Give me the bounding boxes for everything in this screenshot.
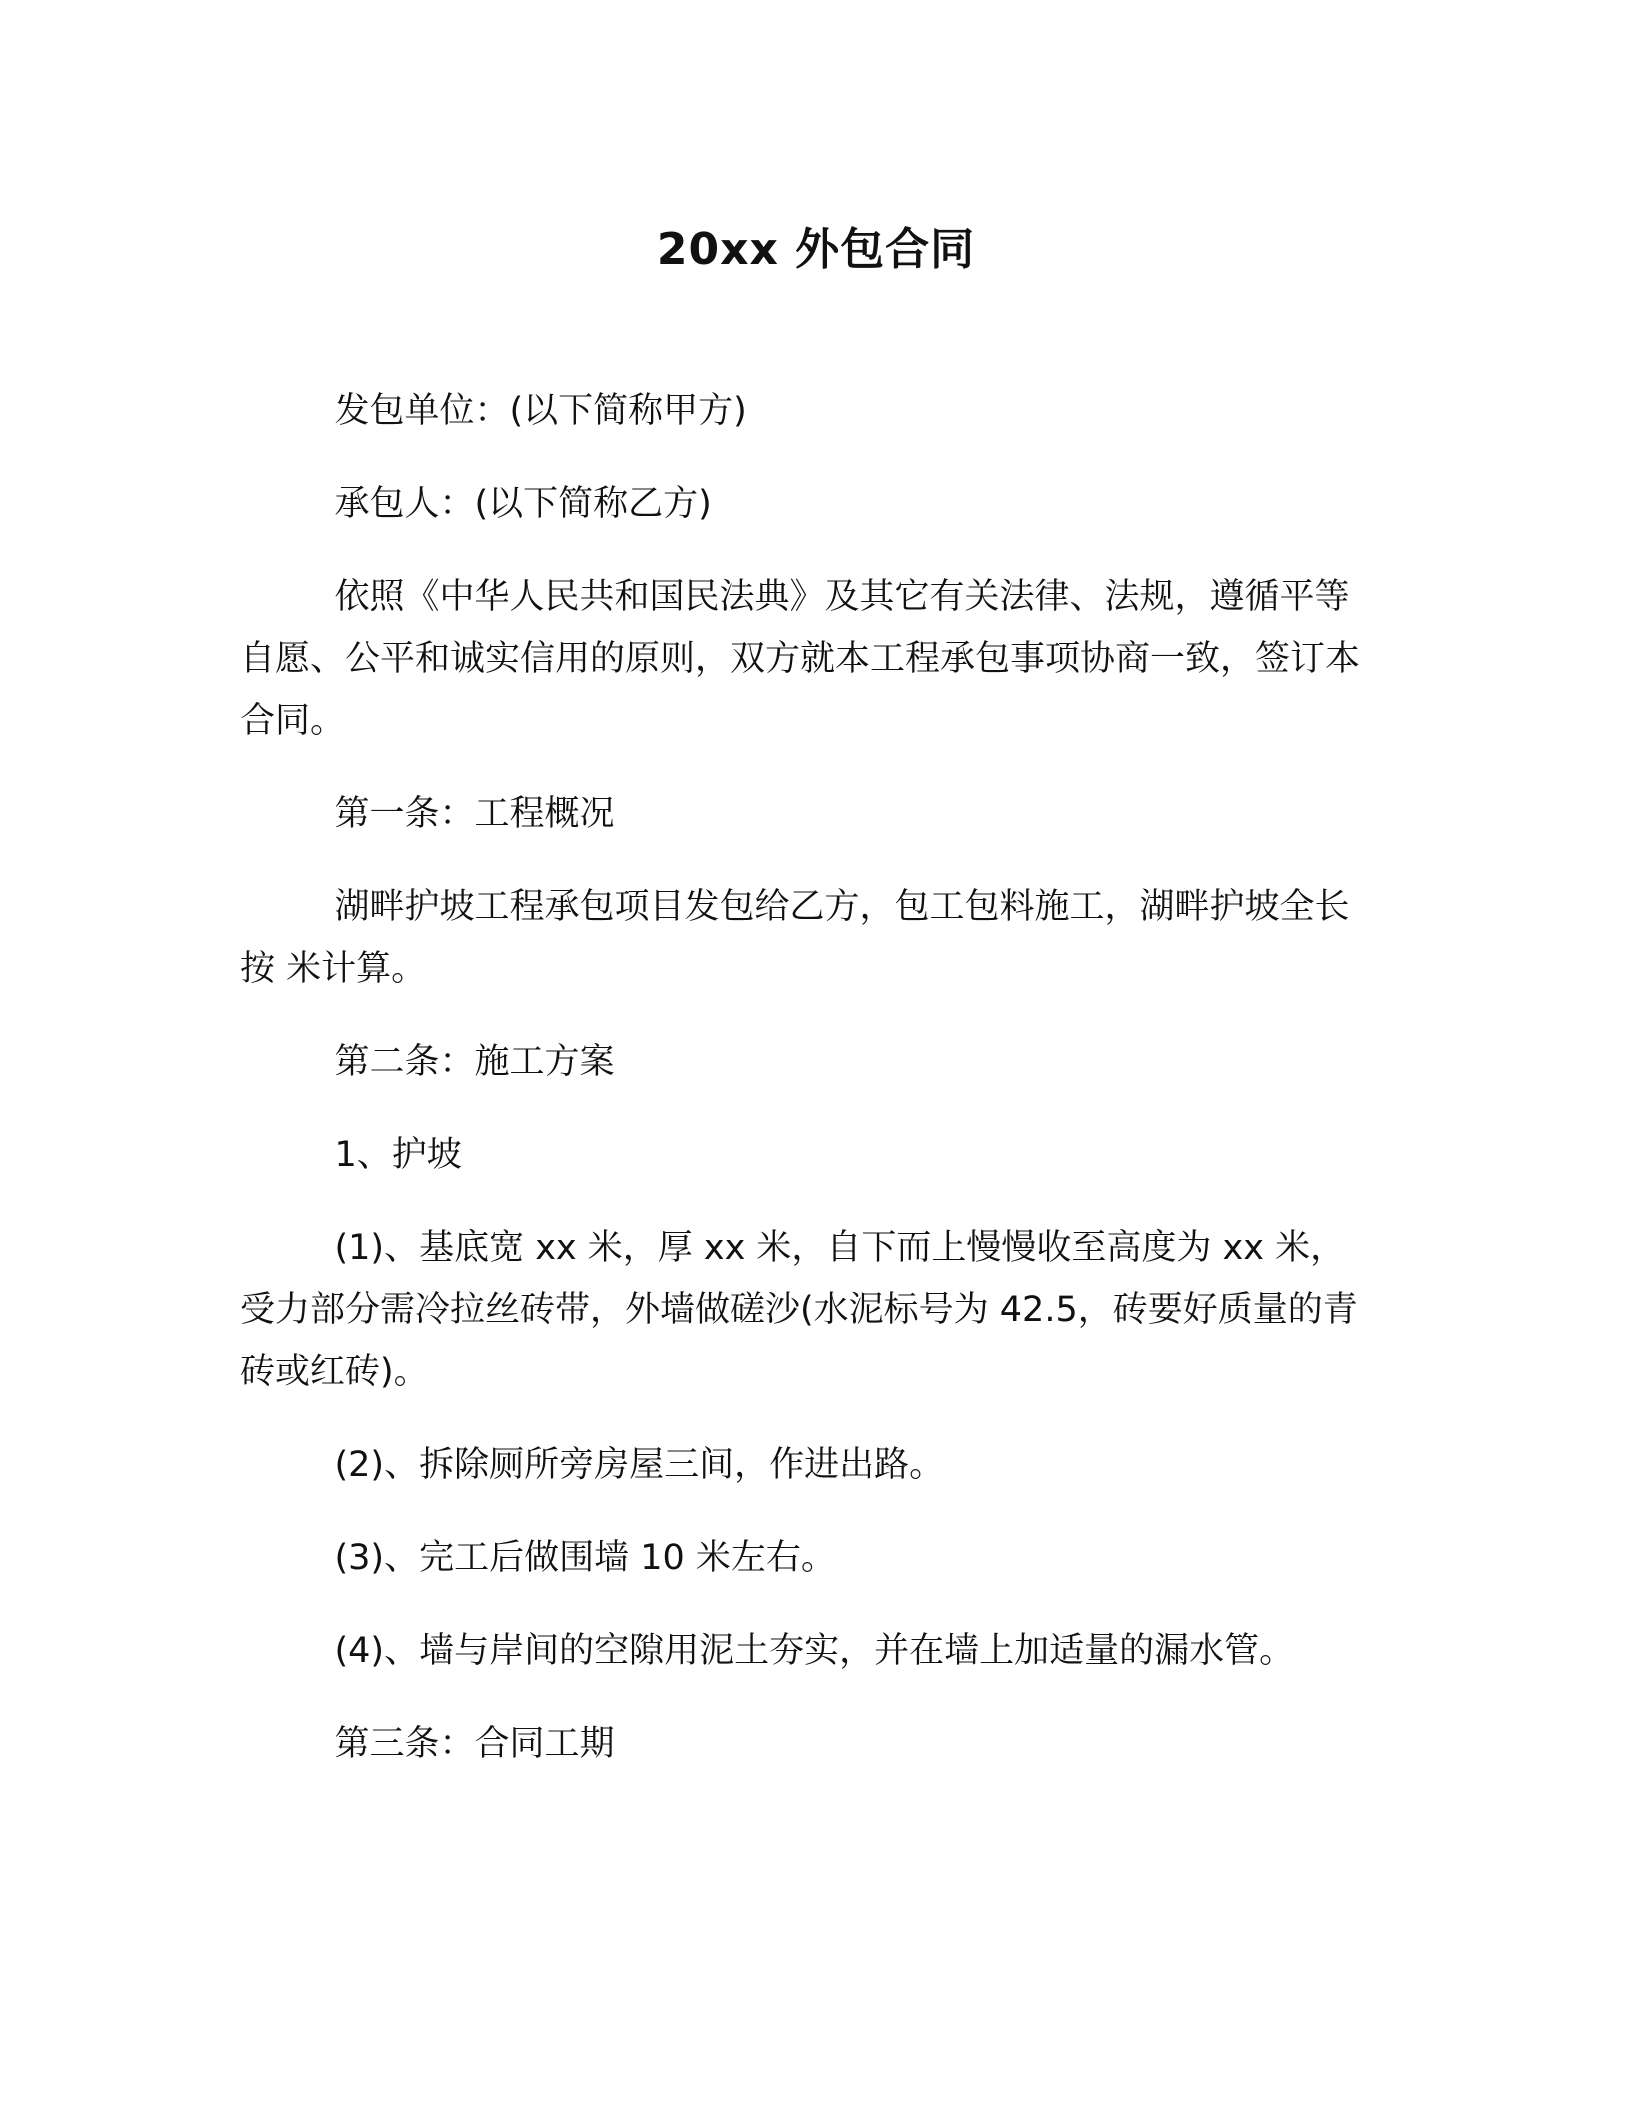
clause-3-paragraph: (3)、完工后做围墙 10 米左右。 xyxy=(334,1538,836,1578)
article-2-heading: 第二条：施工方案 xyxy=(334,1042,615,1082)
legal-basis-paragraph: 依照《中华人民共和国民法典》及其它有关法律、法规，遵循平等自愿、公平和诚实信用的原则，双方就本工程承包事项协商一致，签订本合同。 xyxy=(240,577,1361,741)
document-body xyxy=(240,380,1380,1806)
clause-2-paragraph: (2)、拆除厕所旁房屋三间，作进出路。 xyxy=(334,1445,945,1485)
document-title: 20xx 外包合同 xyxy=(656,224,976,275)
project-overview-paragraph: 湖畔护坡工程承包项目发包给乙方，包工包料施工，湖畔护坡全长按 米计算。 xyxy=(240,887,1350,989)
article-3-heading: 第三条：合同工期 xyxy=(334,1724,615,1764)
employer-line: 发包单位：(以下简称甲方) xyxy=(334,391,747,431)
section-slope-heading: 1、护坡 xyxy=(334,1135,462,1175)
article-1-heading: 第一条：工程概况 xyxy=(334,794,615,834)
clause-4-paragraph: (4)、墙与岸间的空隙用泥土夯实，并在墙上加适量的漏水管。 xyxy=(334,1631,1295,1671)
contractor-line: 承包人：(以下简称乙方) xyxy=(334,484,712,524)
clause-1-paragraph: (1)、基底宽 xx 米，厚 xx 米，自下而上慢慢收至高度为 xx 米，受力部分需冷拉丝砖带，外墙做磋沙(水泥标号为 42.5，砖要好质量的青砖或红砖)。 xyxy=(240,1228,1358,1392)
